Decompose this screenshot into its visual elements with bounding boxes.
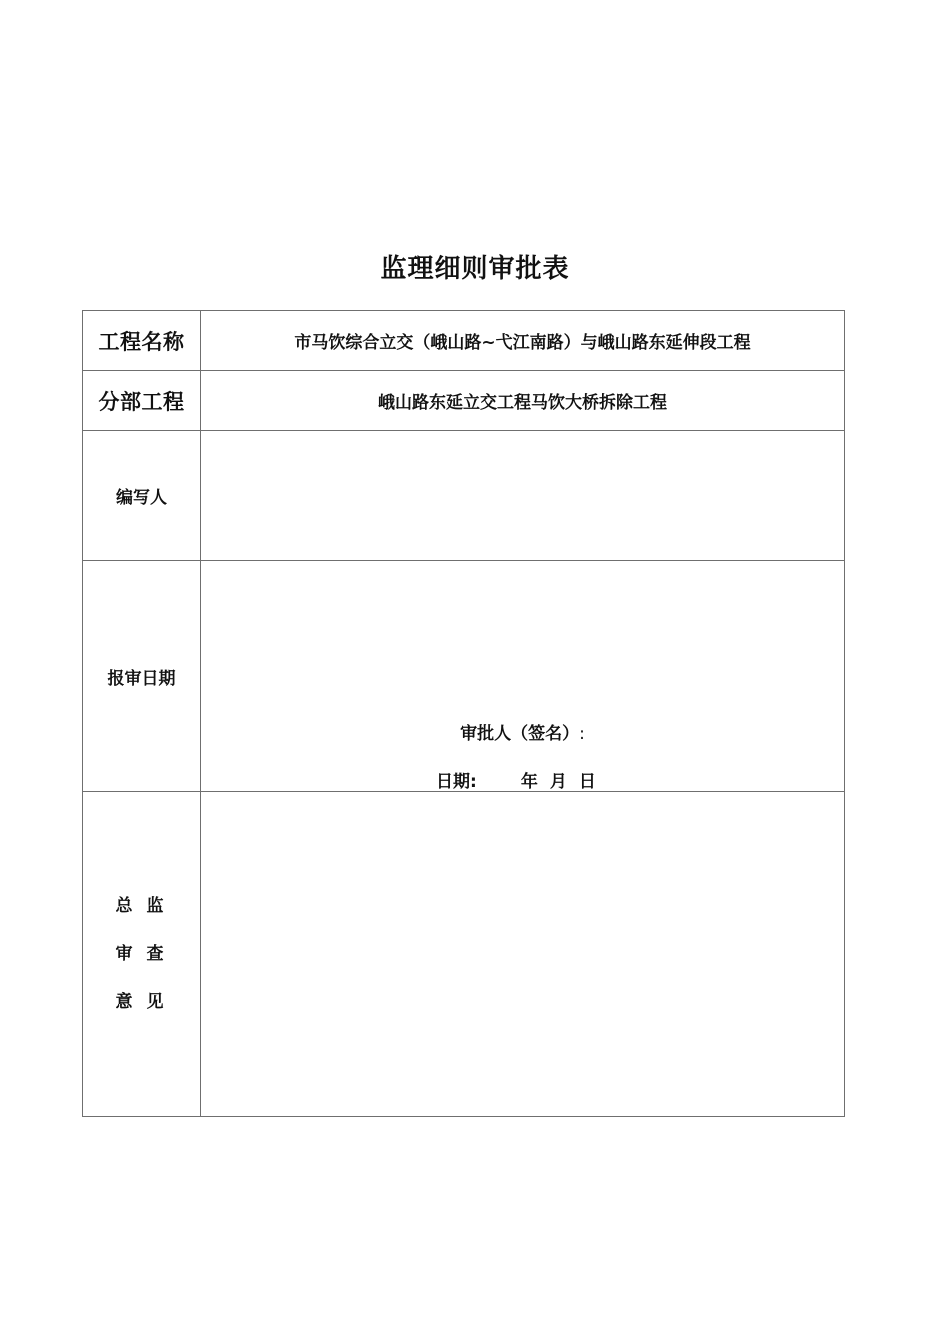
chief-review-label-line: 审 查 [115, 944, 168, 964]
approver-colon: : [579, 724, 585, 744]
sub-project-value-cell[interactable] [201, 371, 845, 431]
submit-date-label-cell [83, 561, 201, 792]
row-submit-date [83, 561, 845, 792]
row-chief-review [83, 792, 845, 1117]
approver-label: 审批人（签名） [460, 724, 580, 744]
author-label-cell [83, 431, 201, 561]
submit-date-label: 报审日期 [107, 668, 176, 689]
date-year-label: 年 [520, 772, 538, 792]
page-title: 监理细则审批表 [380, 254, 570, 284]
project-name-value: 市马饮综合立交（峨山路~弋江南路）与峨山路东延伸段工程 [294, 333, 751, 353]
row-project-name [83, 311, 845, 371]
date-label: 日期: [436, 772, 477, 792]
chief-review-label-cell [83, 792, 201, 1117]
date-day-label: 日 [578, 772, 596, 792]
submit-date-value-cell[interactable] [201, 561, 845, 792]
author-value-cell[interactable] [201, 431, 845, 561]
project-name-label-cell [83, 311, 201, 371]
sub-project-label: 分部工程 [98, 389, 185, 414]
sub-project-label-cell [83, 371, 201, 431]
chief-review-value-cell[interactable] [201, 792, 845, 1117]
chief-review-label [116, 882, 168, 1026]
date-month-label: 月 [549, 772, 567, 792]
approval-form-table [82, 310, 845, 1117]
chief-review-label-line: 总 监 [115, 896, 168, 916]
approval-date-line [436, 767, 596, 792]
row-author [83, 431, 845, 561]
project-name-label: 工程名称 [98, 329, 185, 354]
author-label: 编写人 [116, 488, 167, 508]
chief-review-label-line: 意 见 [115, 992, 168, 1012]
row-sub-project [83, 371, 845, 431]
approver-signature-line [201, 719, 844, 744]
sub-project-value: 峨山路东延立交工程马饮大桥拆除工程 [378, 393, 667, 413]
project-name-value-cell[interactable] [201, 311, 845, 371]
